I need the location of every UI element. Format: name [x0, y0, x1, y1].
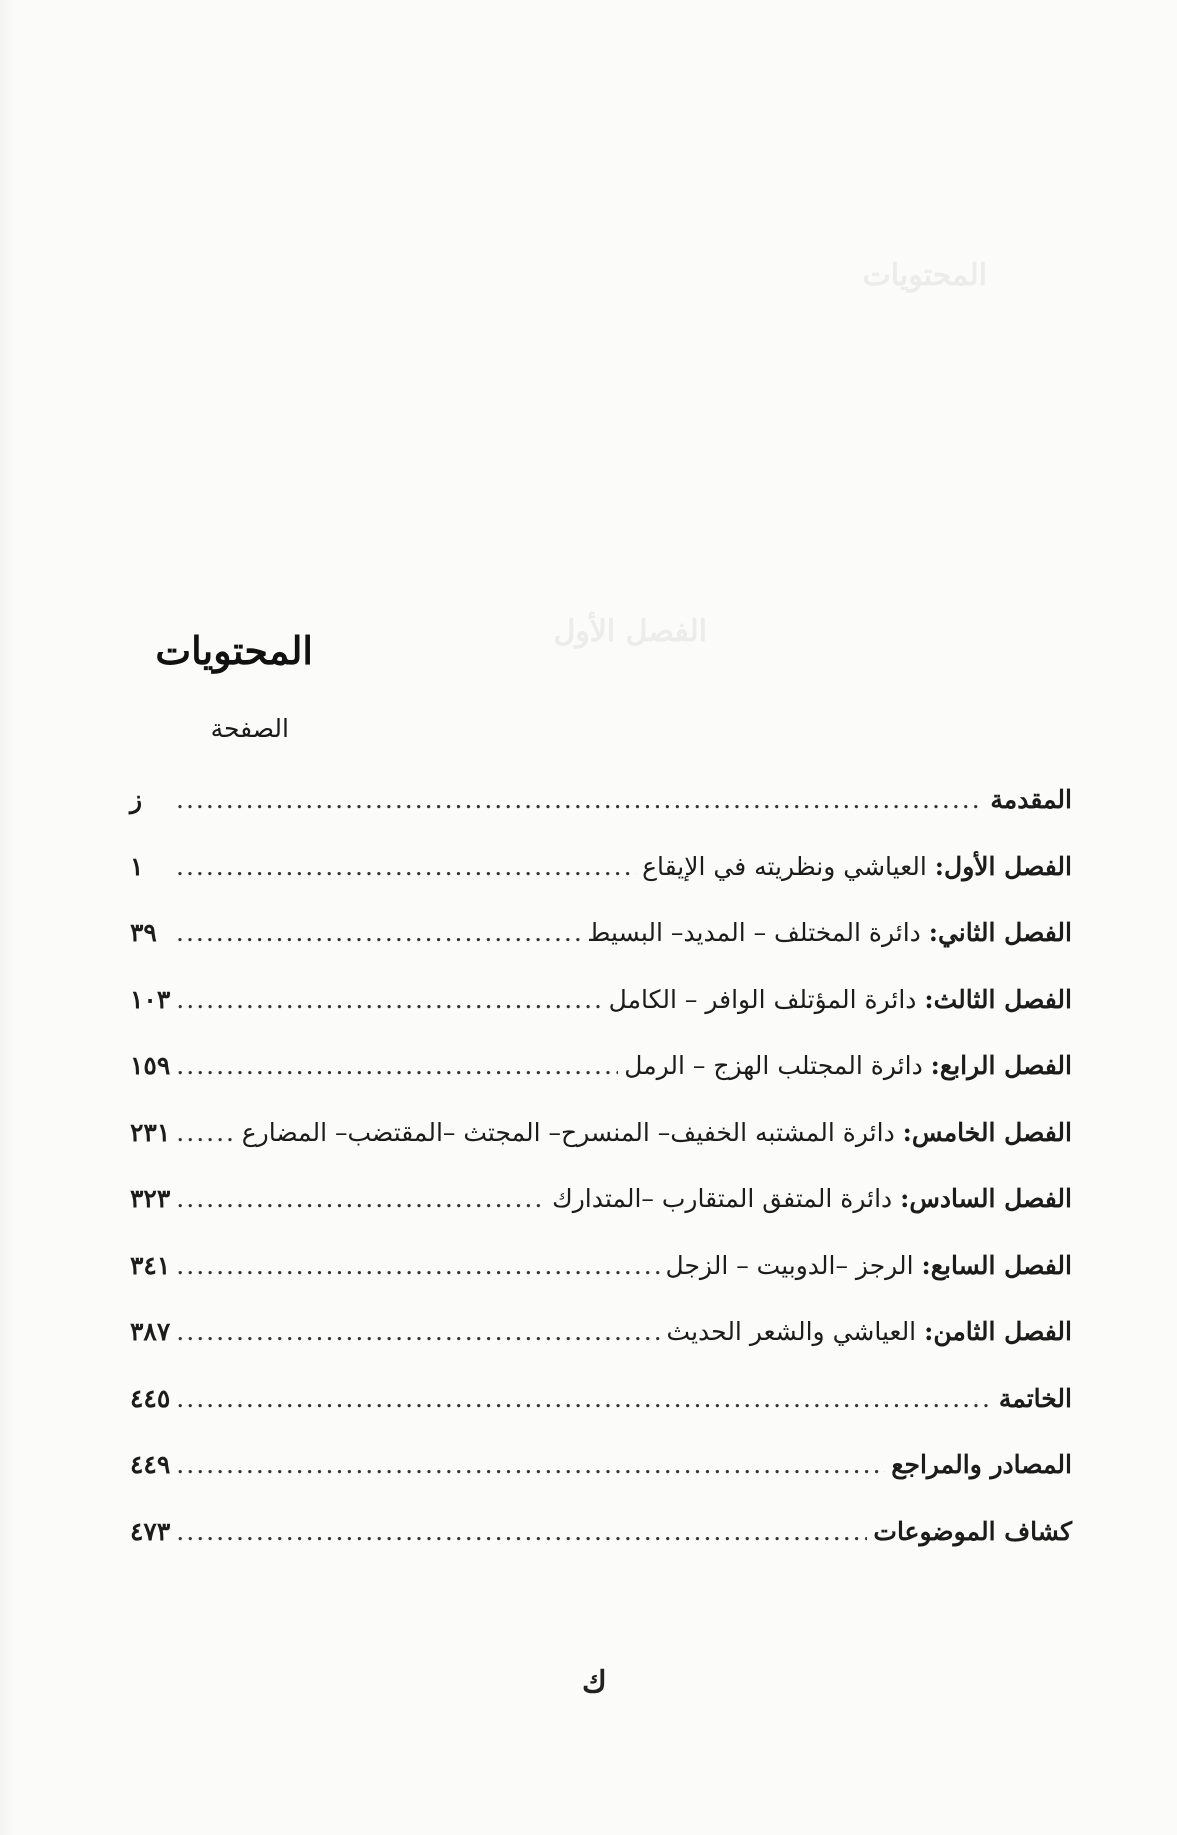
dot-leader [176, 985, 602, 1014]
toc-entry-subtitle: دائرة المؤتلف الوافر – الكامل [608, 984, 925, 1014]
toc-entry-label [666, 1251, 1072, 1280]
toc-entry-heading: الخاتمة [998, 1383, 1072, 1413]
toc-page-number: ١٠٣ [130, 984, 171, 1014]
toc-entry-label [990, 785, 1072, 814]
toc-entry-subtitle: دائرة المشتبه الخفيف– المنسرح– المجتث –المقتضب– المضارع [241, 1117, 903, 1147]
toc-entry-label [999, 1384, 1072, 1413]
toc-entry-label [587, 918, 1072, 947]
dot-leader [176, 1317, 660, 1346]
toc-entry-heading: المصادر والمراجع [891, 1450, 1072, 1479]
toc-page-number: ١ [130, 851, 144, 881]
toc-entry-label [667, 1317, 1072, 1346]
toc-entry-label [891, 1450, 1072, 1479]
toc-entry-heading: الفصل الرابع: [930, 1051, 1072, 1080]
dot-leader [176, 852, 636, 881]
toc-page-number: ٤٤٥ [130, 1383, 171, 1413]
toc-page-number: ٣٨٧ [130, 1317, 171, 1346]
dot-leader [176, 1517, 867, 1546]
dot-leader [176, 1450, 885, 1479]
table-of-contents [130, 785, 1072, 1583]
toc-entry-heading: الفصل السادس: [900, 1184, 1072, 1213]
toc-entry-label [552, 1184, 1072, 1213]
toc-entry-label [642, 852, 1072, 881]
folio-page-number: ك [582, 1665, 607, 1700]
contents-title: المحتويات [155, 628, 313, 673]
show-through-text: الفصل الأول [553, 614, 707, 649]
toc-entry-subtitle: الرجز –الدوبيت – الزجل [665, 1250, 922, 1280]
toc-entry-subtitle: دائرة المختلف – المديد– البسيط [587, 918, 929, 947]
dot-leader [176, 1118, 235, 1147]
toc-entry-subtitle: العياشي والشعر الحديث [666, 1317, 925, 1346]
toc-entry-chapter-8[interactable] [130, 1317, 1072, 1384]
toc-entry-label [242, 1118, 1072, 1147]
toc-entry-subject-index[interactable] [130, 1517, 1072, 1584]
dot-leader [176, 1251, 659, 1280]
toc-entry-references[interactable] [130, 1450, 1072, 1517]
toc-entry-introduction[interactable] [130, 785, 1072, 852]
toc-page-number: ٢٣١ [130, 1117, 171, 1147]
show-through-text: المحتويات [862, 258, 987, 293]
toc-entry-conclusion[interactable] [130, 1384, 1072, 1451]
toc-entry-label [624, 1051, 1072, 1080]
toc-page-number: ١٥٩ [130, 1051, 171, 1080]
toc-entry-heading: الفصل الخامس: [902, 1117, 1072, 1147]
toc-page-number: ٤٧٣ [130, 1516, 171, 1546]
toc-page-number: ٣٩ [130, 918, 157, 947]
toc-page-number: ٤٤٩ [130, 1450, 171, 1479]
toc-entry-heading: الفصل الثالث: [924, 984, 1072, 1014]
toc-entry-heading: المقدمة [990, 785, 1072, 814]
toc-entry-chapter-6[interactable] [130, 1184, 1072, 1251]
toc-entry-chapter-2[interactable] [130, 918, 1072, 985]
dot-leader [176, 918, 581, 947]
toc-entry-chapter-1[interactable] [130, 852, 1072, 919]
dot-leader [176, 1384, 993, 1413]
toc-entry-subtitle: دائرة المجتلب الهزج – الرمل [624, 1051, 931, 1080]
toc-entry-heading: الفصل السابع: [921, 1250, 1072, 1280]
toc-entry-chapter-3[interactable] [130, 985, 1072, 1052]
page-column-label: الصفحة [210, 714, 289, 743]
toc-entry-heading: الفصل الثاني: [928, 918, 1072, 947]
toc-entry-chapter-5[interactable] [130, 1118, 1072, 1185]
toc-entry-heading: الفصل الأول: [934, 851, 1072, 881]
toc-entry-subtitle: العياشي ونظريته في الإيقاع [642, 851, 935, 881]
toc-entry-chapter-7[interactable] [130, 1251, 1072, 1318]
dot-leader [176, 1051, 618, 1080]
toc-page-number: ٣٤١ [130, 1250, 171, 1280]
toc-page-number: ٣٢٣ [130, 1184, 171, 1213]
toc-entry-chapter-4[interactable] [130, 1051, 1072, 1118]
toc-entry-heading: الفصل الثامن: [924, 1317, 1072, 1346]
dot-leader [176, 785, 984, 814]
toc-entry-subtitle: دائرة المتفق المتقارب –المتدارك [552, 1184, 901, 1213]
toc-entry-label [873, 1517, 1072, 1546]
toc-page-number: ز [130, 785, 143, 814]
dot-leader [176, 1184, 546, 1213]
toc-entry-label [609, 985, 1072, 1014]
toc-entry-heading: كشاف الموضوعات [873, 1516, 1072, 1546]
